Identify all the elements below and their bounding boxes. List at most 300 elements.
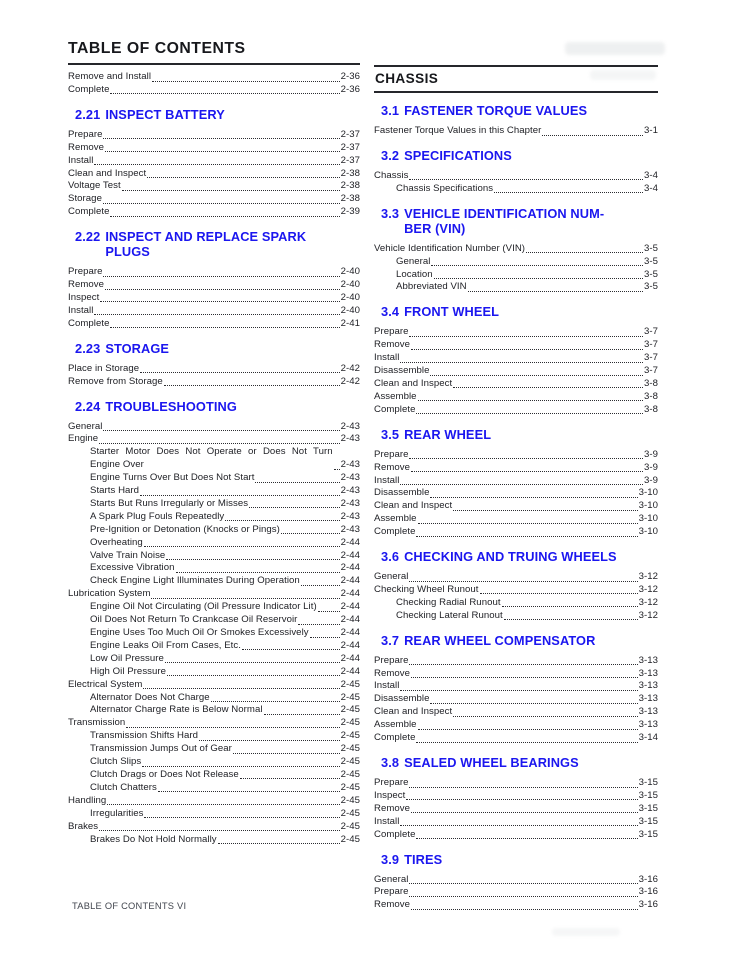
entry-label: Assemble bbox=[374, 390, 417, 402]
section-heading bbox=[381, 304, 658, 319]
toc-entry bbox=[374, 584, 658, 597]
entry-label: Disassemble bbox=[374, 693, 430, 705]
entry-label: Inspect bbox=[374, 789, 406, 801]
toc-entry bbox=[68, 834, 360, 847]
dot-leader bbox=[416, 742, 637, 743]
dot-leader bbox=[400, 690, 637, 691]
page-number: 2-45 bbox=[340, 768, 360, 780]
toc-entry bbox=[374, 803, 658, 816]
dot-leader bbox=[99, 830, 339, 831]
entry-label: Chassis bbox=[374, 169, 409, 181]
toc-entry bbox=[374, 693, 658, 706]
dot-leader bbox=[480, 593, 638, 594]
dot-leader bbox=[110, 327, 339, 328]
entry-label: Complete bbox=[68, 317, 110, 329]
page-number: 2-45 bbox=[340, 691, 360, 703]
heading-number: 2.21 bbox=[75, 106, 101, 122]
heading-title-line: CHECKING AND TRUING WHEELS bbox=[404, 549, 617, 565]
page-number: 2-37 bbox=[340, 154, 360, 166]
dot-leader bbox=[94, 314, 339, 315]
heading-title-line: FASTENER TORQUE VALUES bbox=[404, 103, 588, 118]
heading-title bbox=[404, 633, 595, 648]
dot-leader bbox=[494, 192, 643, 193]
left-sections bbox=[68, 71, 360, 846]
toc-entry bbox=[374, 790, 658, 803]
entry-label: Clean and Inspect bbox=[374, 377, 453, 389]
dot-leader bbox=[418, 729, 638, 730]
page-number: 2-44 bbox=[340, 665, 360, 677]
page-number: 2-44 bbox=[340, 562, 360, 574]
entry-label: Remove bbox=[374, 339, 411, 351]
entry-label: Clean and Inspect bbox=[374, 706, 453, 718]
heading-title bbox=[105, 341, 169, 356]
toc-entry bbox=[68, 168, 360, 181]
dot-leader bbox=[249, 507, 340, 508]
page-number: 3-5 bbox=[643, 242, 658, 254]
page-number: 3-13 bbox=[638, 654, 658, 666]
toc-entry bbox=[68, 666, 360, 679]
dot-leader bbox=[110, 216, 339, 217]
entry-label: Engine Oil Not Circulating (Oil Pressure Indicator Lit) bbox=[90, 601, 317, 613]
heading-title-line: TROUBLESHOOTING bbox=[105, 398, 237, 414]
dot-leader bbox=[409, 581, 637, 582]
heading-number: 3.2 bbox=[381, 147, 400, 163]
dot-leader bbox=[165, 662, 340, 663]
entry-label: Starts Hard bbox=[90, 485, 140, 497]
heading-title bbox=[404, 148, 512, 163]
entry-label: Install bbox=[68, 304, 94, 316]
toc-section bbox=[374, 103, 658, 138]
entry-label: Remove bbox=[374, 667, 411, 679]
page-number: 3-14 bbox=[638, 732, 658, 744]
section-heading bbox=[381, 427, 658, 442]
entry-label: Complete bbox=[68, 206, 110, 218]
toc-entry bbox=[374, 610, 658, 623]
dot-leader bbox=[418, 400, 643, 401]
dot-leader bbox=[199, 740, 340, 741]
toc-section bbox=[68, 71, 360, 97]
dot-leader bbox=[281, 533, 340, 534]
entry-label: Voltage Test bbox=[68, 180, 121, 192]
heading-title bbox=[404, 427, 491, 442]
toc-section bbox=[374, 427, 658, 539]
page-number: 3-16 bbox=[638, 873, 658, 885]
entry-label: Install bbox=[374, 474, 400, 486]
toc-entry bbox=[68, 821, 360, 834]
toc-entry bbox=[374, 668, 658, 681]
section-heading bbox=[381, 549, 658, 564]
toc-entry bbox=[374, 170, 658, 183]
toc-entry bbox=[374, 449, 658, 462]
entry-label: Pre-Ignition or Detonation (Knocks or Pings) bbox=[90, 523, 280, 535]
dot-leader bbox=[411, 812, 638, 813]
dot-leader bbox=[411, 349, 643, 350]
dot-leader bbox=[264, 714, 340, 715]
toc-entry bbox=[374, 899, 658, 912]
heading-title-line: INSPECT BATTERY bbox=[105, 106, 225, 122]
page-number: 3-7 bbox=[643, 352, 658, 364]
heading-title bbox=[105, 399, 237, 414]
page-number: 2-45 bbox=[340, 833, 360, 845]
toc-entry bbox=[68, 318, 360, 331]
entry-label: Excessive Vibration bbox=[90, 562, 175, 574]
page-number: 3-7 bbox=[643, 339, 658, 351]
toc-entry bbox=[68, 795, 360, 808]
toc-entry bbox=[374, 680, 658, 693]
heading-title-line: INSPECT AND REPLACE SPARK bbox=[105, 229, 307, 245]
page-footer: TABLE OF CONTENTS VI bbox=[72, 901, 187, 911]
toc-entry bbox=[374, 378, 658, 391]
entry-label: Remove bbox=[68, 279, 105, 291]
entry-label: Clutch Chatters bbox=[90, 781, 157, 793]
heading-number: 3.8 bbox=[381, 755, 400, 770]
dot-leader bbox=[144, 817, 339, 818]
page-number: 2-40 bbox=[340, 291, 360, 303]
toc-entry bbox=[374, 526, 658, 539]
page-number: 2-36 bbox=[340, 71, 360, 82]
dot-leader bbox=[310, 637, 340, 638]
dot-leader bbox=[147, 177, 339, 178]
heading-number: 3.4 bbox=[381, 304, 400, 320]
page-number: 3-10 bbox=[638, 500, 658, 512]
toc-section bbox=[68, 341, 360, 389]
page-number: 3-9 bbox=[643, 474, 658, 486]
page-number: 2-37 bbox=[340, 141, 360, 153]
entry-label: Remove bbox=[374, 802, 411, 814]
heading-title bbox=[105, 229, 306, 259]
entry-label: Remove and Install bbox=[68, 71, 152, 82]
toc-entry bbox=[68, 614, 360, 627]
page-number: 3-16 bbox=[638, 886, 658, 898]
page-number: 2-45 bbox=[340, 743, 360, 755]
toc-entry bbox=[68, 756, 360, 769]
toc-entry bbox=[68, 279, 360, 292]
toc-entry bbox=[374, 365, 658, 378]
section-heading bbox=[75, 229, 360, 259]
dot-leader bbox=[411, 471, 643, 472]
toc-section bbox=[374, 148, 658, 196]
entry-label: Lubrication System bbox=[68, 588, 151, 600]
entry-label: Checking Wheel Runout bbox=[374, 583, 479, 595]
heading-title-line: PLUGS bbox=[105, 244, 150, 260]
section-heading bbox=[381, 633, 658, 648]
dot-leader bbox=[416, 838, 637, 839]
toc-entry bbox=[68, 601, 360, 614]
entry-label: Handling bbox=[68, 794, 107, 806]
heading-title-line: SEALED WHEEL BEARINGS bbox=[404, 755, 579, 770]
dot-leader bbox=[94, 164, 339, 165]
toc-entry bbox=[68, 627, 360, 640]
page-number: 3-15 bbox=[638, 802, 658, 814]
entry-label: Clean and Inspect bbox=[374, 500, 453, 512]
toc-entry bbox=[68, 498, 360, 511]
section-heading bbox=[381, 206, 658, 236]
heading-title bbox=[404, 755, 579, 770]
page-number: 2-43 bbox=[340, 433, 360, 445]
heading-number: 2.22 bbox=[75, 229, 101, 245]
dot-leader bbox=[416, 536, 637, 537]
entry-label: General bbox=[374, 571, 409, 583]
entry-label: Alternator Does Not Charge bbox=[90, 691, 210, 703]
entry-label: Install bbox=[374, 352, 400, 364]
page-number: 2-40 bbox=[340, 266, 360, 278]
toc-entry bbox=[374, 719, 658, 732]
dot-leader bbox=[526, 252, 643, 253]
heading-number: 3.5 bbox=[381, 426, 400, 442]
dot-leader bbox=[409, 458, 642, 459]
entry-label: Location bbox=[396, 268, 433, 280]
page-number: 3-12 bbox=[638, 609, 658, 621]
dot-leader bbox=[103, 276, 339, 277]
page-number: 3-13 bbox=[638, 667, 658, 679]
heading-title-line: REAR WHEEL bbox=[404, 426, 492, 442]
dot-leader bbox=[225, 520, 339, 521]
toc-entry bbox=[68, 421, 360, 434]
toc-entry bbox=[374, 391, 658, 404]
entry-label: Install bbox=[374, 680, 400, 692]
entry-label: Prepare bbox=[374, 777, 409, 788]
toc-section bbox=[68, 107, 360, 219]
dot-leader bbox=[430, 703, 637, 704]
toc-entry bbox=[68, 376, 360, 389]
entry-label: Clutch Slips bbox=[90, 756, 142, 768]
entry-label: Storage bbox=[68, 193, 102, 205]
page-number: 2-40 bbox=[340, 279, 360, 291]
page-number: 3-7 bbox=[643, 326, 658, 338]
page-number: 3-15 bbox=[638, 777, 658, 788]
entry-label: Abbreviated VIN bbox=[396, 281, 467, 293]
dot-leader bbox=[411, 677, 638, 678]
toc-entry bbox=[374, 281, 658, 294]
entry-label: Assemble bbox=[374, 513, 417, 525]
dot-leader bbox=[411, 909, 638, 910]
entry-label: Remove bbox=[68, 141, 105, 153]
toc-entry bbox=[374, 500, 658, 513]
entry-label: Complete bbox=[374, 403, 416, 415]
entry-label: Engine Turns Over But Does Not Start bbox=[90, 472, 255, 484]
toc-entry bbox=[68, 769, 360, 782]
page-number: 2-45 bbox=[340, 781, 360, 793]
dot-leader bbox=[406, 799, 637, 800]
page-number: 2-38 bbox=[340, 180, 360, 192]
entry-label: A Spark Plug Fouls Repeatedly bbox=[90, 510, 225, 522]
toc-section bbox=[68, 229, 360, 331]
entry-label: Brakes bbox=[68, 820, 99, 832]
dot-leader bbox=[504, 619, 638, 620]
page-number: 2-43 bbox=[340, 472, 360, 484]
toc-entry bbox=[374, 816, 658, 829]
dot-leader bbox=[430, 497, 637, 498]
dot-leader bbox=[218, 843, 340, 844]
toc-entry bbox=[68, 129, 360, 142]
right-column bbox=[374, 65, 658, 912]
heading-number: 3.7 bbox=[381, 632, 400, 648]
entry-label: Brakes Do Not Hold Normally bbox=[90, 833, 217, 845]
page-number: 3-15 bbox=[638, 789, 658, 801]
heading-number: 2.23 bbox=[75, 340, 101, 356]
page-number: 2-43 bbox=[340, 510, 360, 522]
entry-label: Alternator Charge Rate is Below Normal bbox=[90, 704, 263, 716]
toc-entry bbox=[374, 256, 658, 269]
dot-leader bbox=[240, 778, 340, 779]
dot-leader bbox=[158, 791, 340, 792]
toc-entry bbox=[374, 597, 658, 610]
entry-label: Remove bbox=[374, 461, 411, 473]
toc-entry bbox=[374, 487, 658, 500]
bleed-through-smudge bbox=[552, 928, 620, 936]
page-number: 3-12 bbox=[638, 596, 658, 608]
dot-leader bbox=[409, 896, 637, 897]
dot-leader bbox=[122, 190, 340, 191]
entry-label: Starts But Runs Irregularly or Misses bbox=[90, 497, 249, 509]
dot-leader bbox=[409, 664, 637, 665]
page-number: 2-43 bbox=[340, 523, 360, 535]
toc-entry bbox=[374, 243, 658, 256]
entry-label: Prepare bbox=[68, 128, 103, 140]
dot-leader bbox=[103, 138, 339, 139]
dot-leader bbox=[142, 766, 339, 767]
heading-number: 3.1 bbox=[381, 103, 400, 118]
page-number: 3-13 bbox=[638, 680, 658, 692]
dot-leader bbox=[542, 135, 643, 136]
entry-label: Remove bbox=[374, 899, 411, 911]
toc-section bbox=[374, 304, 658, 416]
dot-leader bbox=[453, 716, 637, 717]
toc-entry bbox=[68, 142, 360, 155]
page-number: 2-45 bbox=[340, 678, 360, 690]
heading-number: 2.24 bbox=[75, 398, 101, 414]
dot-leader bbox=[301, 585, 340, 586]
entry-label: Fastener Torque Values in this Chapter bbox=[374, 125, 542, 136]
page-number: 2-43 bbox=[340, 497, 360, 509]
entry-label: Engine Leaks Oil From Cases, Etc. bbox=[90, 639, 241, 651]
heading-title bbox=[404, 549, 617, 564]
heading-title-line: TIRES bbox=[404, 851, 443, 867]
toc-entry bbox=[374, 513, 658, 526]
heading-title-line: BER (VIN) bbox=[404, 220, 466, 236]
toc-entry bbox=[374, 886, 658, 899]
dot-leader bbox=[418, 523, 638, 524]
entry-label: Chassis Specifications bbox=[396, 182, 494, 194]
entry-label: Clean and Inspect bbox=[68, 167, 147, 179]
page-number: 2-42 bbox=[340, 362, 360, 374]
toc-entry bbox=[68, 730, 360, 743]
dot-leader bbox=[409, 883, 637, 884]
toc-entry bbox=[68, 717, 360, 730]
dot-leader bbox=[431, 265, 642, 266]
toc-entry bbox=[68, 704, 360, 717]
page-number: 2-40 bbox=[340, 304, 360, 316]
entry-label: Place in Storage bbox=[68, 362, 140, 374]
section-heading bbox=[381, 103, 658, 118]
entry-label: Install bbox=[68, 154, 94, 166]
toc-section bbox=[68, 399, 360, 847]
dot-leader bbox=[400, 825, 637, 826]
dot-leader bbox=[143, 688, 339, 689]
page-number: 2-45 bbox=[340, 704, 360, 716]
dot-leader bbox=[99, 443, 339, 444]
entry-label: Prepare bbox=[374, 448, 409, 460]
toc-entry bbox=[374, 462, 658, 475]
page-number: 3-5 bbox=[643, 268, 658, 280]
page-number: 3-9 bbox=[643, 448, 658, 460]
dot-leader bbox=[167, 675, 340, 676]
section-heading bbox=[381, 852, 658, 867]
entry-label: Complete bbox=[68, 83, 110, 95]
page-number: 2-44 bbox=[340, 549, 360, 561]
toc-entry bbox=[374, 571, 658, 584]
dot-leader bbox=[151, 598, 339, 599]
dot-leader bbox=[318, 611, 340, 612]
page-number: 2-45 bbox=[340, 820, 360, 832]
heading-title bbox=[404, 304, 499, 319]
page-number: 3-13 bbox=[638, 693, 658, 705]
entry-label: Low Oil Pressure bbox=[90, 652, 164, 664]
toc-entry bbox=[374, 706, 658, 719]
toc-entry bbox=[374, 475, 658, 488]
dot-leader bbox=[100, 301, 339, 302]
heading-title bbox=[404, 206, 604, 236]
page-number: 2-43 bbox=[340, 485, 360, 497]
toc-entry bbox=[68, 193, 360, 206]
entry-label: Engine bbox=[68, 433, 99, 445]
section-heading bbox=[75, 399, 360, 414]
page-number: 3-10 bbox=[638, 513, 658, 525]
page-number: 3-9 bbox=[643, 461, 658, 473]
page-number: 3-12 bbox=[638, 571, 658, 583]
page-number: 2-37 bbox=[340, 128, 360, 140]
toc-entry bbox=[68, 446, 360, 472]
heading-number: 3.3 bbox=[381, 205, 400, 221]
entry-label: General bbox=[374, 873, 409, 885]
toc-entry bbox=[374, 339, 658, 352]
page-number: 2-44 bbox=[340, 639, 360, 651]
page-number: 3-7 bbox=[643, 365, 658, 377]
entry-label: Prepare bbox=[68, 266, 103, 278]
page-number: 2-44 bbox=[340, 588, 360, 600]
dot-leader bbox=[166, 559, 339, 560]
entry-label: Valve Train Noise bbox=[90, 549, 166, 561]
entry-label: Remove from Storage bbox=[68, 375, 163, 387]
toc-entry bbox=[374, 269, 658, 282]
toc-entry bbox=[68, 511, 360, 524]
dot-leader bbox=[164, 385, 340, 386]
toc-section bbox=[374, 852, 658, 913]
dot-leader bbox=[409, 787, 637, 788]
toc-entry bbox=[68, 71, 360, 84]
entry-label: Clutch Drags or Does Not Release bbox=[90, 768, 239, 780]
dot-leader bbox=[468, 291, 643, 292]
page-number: 2-38 bbox=[340, 167, 360, 179]
entry-label: Checking Lateral Runout bbox=[396, 609, 503, 621]
section-heading bbox=[381, 148, 658, 163]
dot-leader bbox=[140, 372, 339, 373]
heading-title-line: FRONT WHEEL bbox=[404, 304, 500, 320]
toc-entry bbox=[68, 537, 360, 550]
entry-label: Overheating bbox=[90, 536, 143, 548]
page-number: 2-43 bbox=[340, 420, 360, 432]
dot-leader bbox=[242, 649, 340, 650]
toc-entry bbox=[374, 125, 658, 138]
page-number: 3-12 bbox=[638, 583, 658, 595]
toc-entry bbox=[68, 155, 360, 168]
dot-leader bbox=[409, 179, 642, 180]
right-sections bbox=[374, 103, 658, 912]
toc-entry bbox=[68, 292, 360, 305]
toc-entry bbox=[374, 352, 658, 365]
dot-leader bbox=[144, 546, 340, 547]
entry-label: Transmission Shifts Hard bbox=[90, 730, 199, 742]
